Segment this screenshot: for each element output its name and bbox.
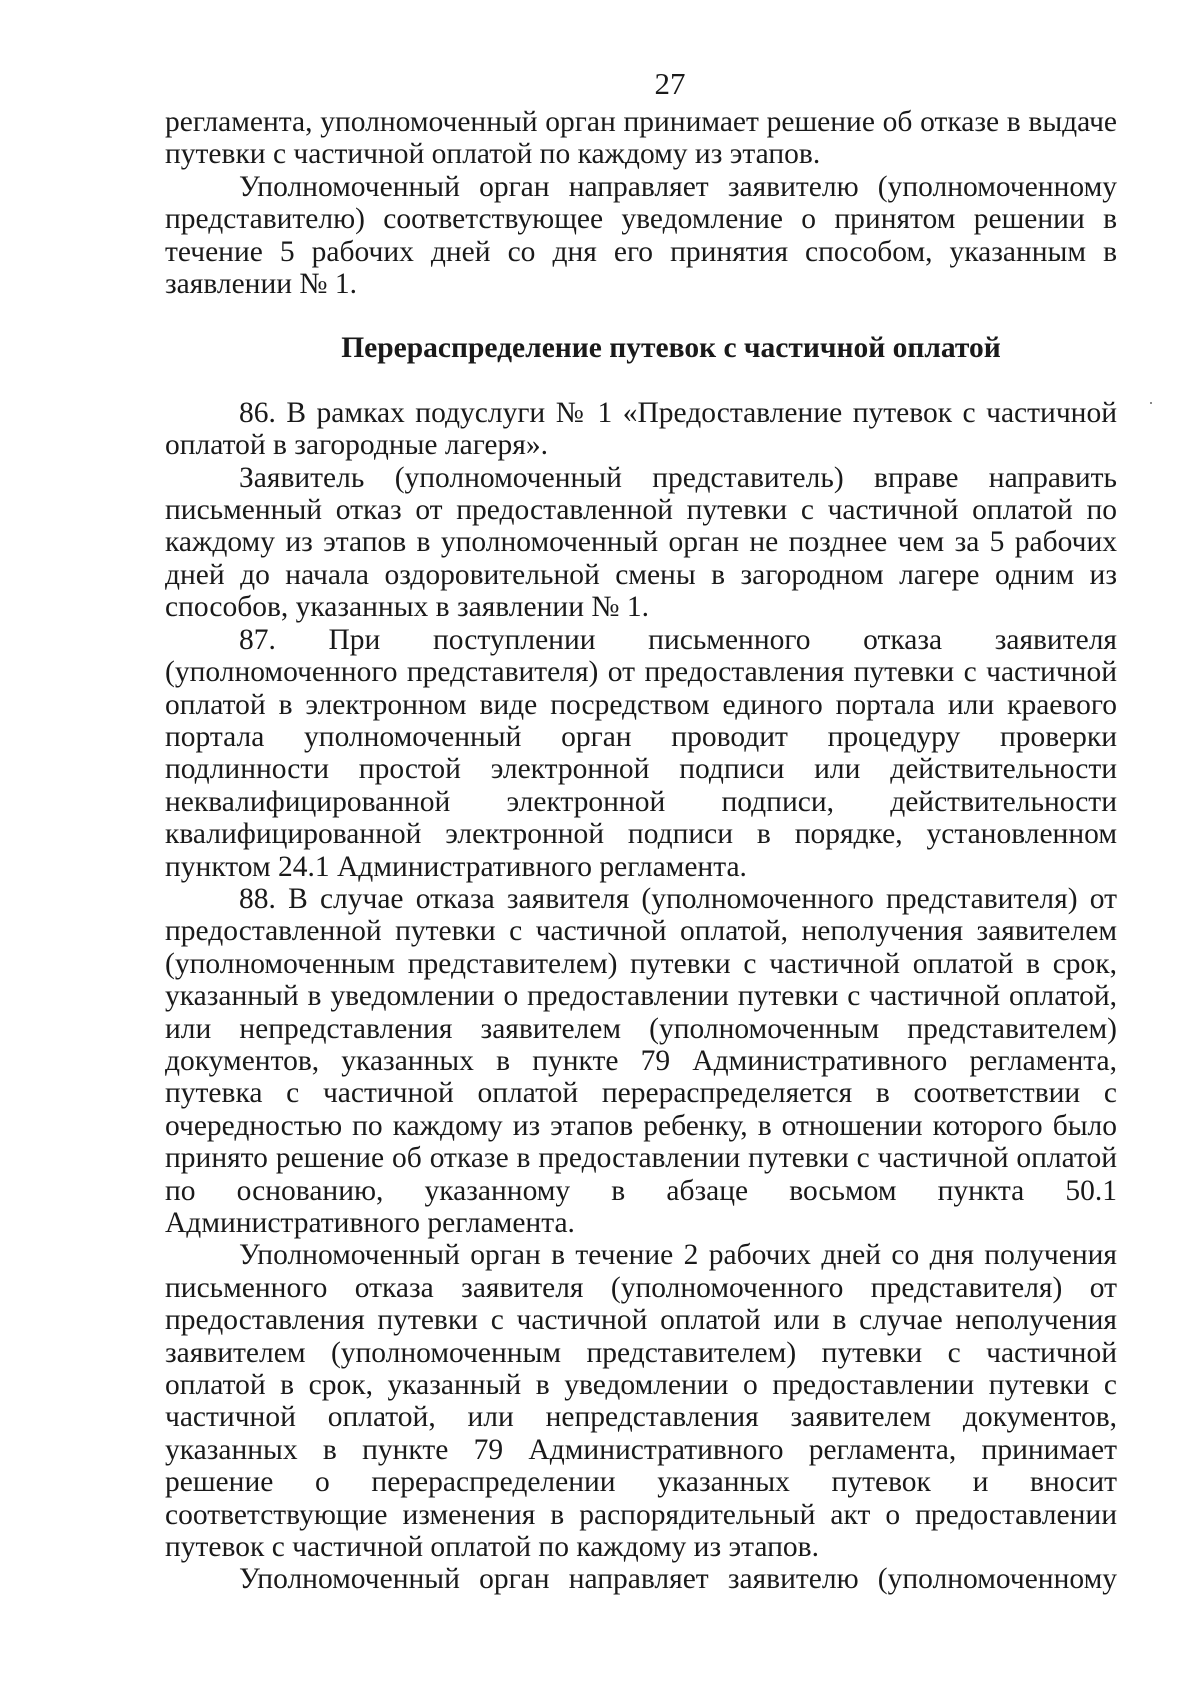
paragraph-redistribution-decision: Уполномоченный орган в течение 2 рабочих дней со дня получения письменного отказа заявителя (уполномоченного представителя) от предоставления путевки с частичной оплатой или в случае неполучения заявителем (уполномоченным представителем) путевки с частичной оплатой в срок, указанный в уведомлении о предоставлении путевки с частичной оплатой, или непредставления заявителем документов, указанных в пункте 79 Административного регламента, принимает решение о перераспределении указанных путевок и вносит соответствующие изменения в распорядительный акт о предоставлении путевок с частичной оплатой по каждому из этапов. (165, 1239, 1117, 1564)
page-number: 27 (654, 66, 686, 101)
document-body (165, 106, 1117, 1596)
paragraph-86: 86. В рамках подуслуги № 1 «Предоставление путевок с частичной оплатой в загородные лагеря». (165, 396, 1117, 462)
scan-speck (1150, 402, 1152, 404)
section-heading: Перераспределение путевок с частичной оплатой (341, 332, 1001, 365)
paragraph-final-notification: Уполномоченный орган направляет заявителю (уполномоченному (239, 1563, 1117, 1596)
paragraph-continuation: регламента, уполномоченный орган принимает решение об отказе в выдаче путевки с частичной оплатой по каждому из этапов. (165, 106, 1117, 171)
paragraph-87: 87. При поступлении письменного отказа заявителя (уполномоченного представителя) от предоставления путевки с частичной оплатой в электронном виде посредством единого портала или краевого портала уполномоченный орган проводит процедуру проверки подлинности простой электронной подписи или действительности неквалифицированной электронной подписи, действительности квалифицированной электронной подписи в порядке, установленном пунктом 24.1 Административного регламента. (165, 623, 1117, 883)
paragraph-notification: Уполномоченный орган направляет заявителю (уполномоченному представителю) соответствующее уведомление о принятом решении в течение 5 рабочих дней со дня его принятия способом, указанным в заявлении № 1. (165, 170, 1117, 301)
paragraph-applicant-refusal: Заявитель (уполномоченный представитель) вправе направить письменный отказ от предоставленной путевки с частичной оплатой по каждому из этапов в уполномоченный орган не позднее чем за 5 рабочих дней до начала оздоровительной смены в загородном лагере одним из способов, указанных в заявлении № 1. (165, 461, 1117, 624)
paragraph-88: 88. В случае отказа заявителя (уполномоченного представителя) от предоставленной путевки с частичной оплатой, неполучения заявителем (уполномоченным представителем) путевки с частичной оплатой в срок, указанный в уведомлении о предоставлении путевки с частичной оплатой, или непредставления заявителем (уполномоченным представителем) документов, указанных в пункте 79 Административного регламента, путевка с частичной оплатой перераспределяется в соответствии с очередностью по каждому из этапов ребенку, в отношении которого было принято решение об отказе в предоставлении путевки с частичной оплатой по основанию, указанному в абзаце восьмом пункта 50.1 Административного регламента. (165, 882, 1117, 1239)
